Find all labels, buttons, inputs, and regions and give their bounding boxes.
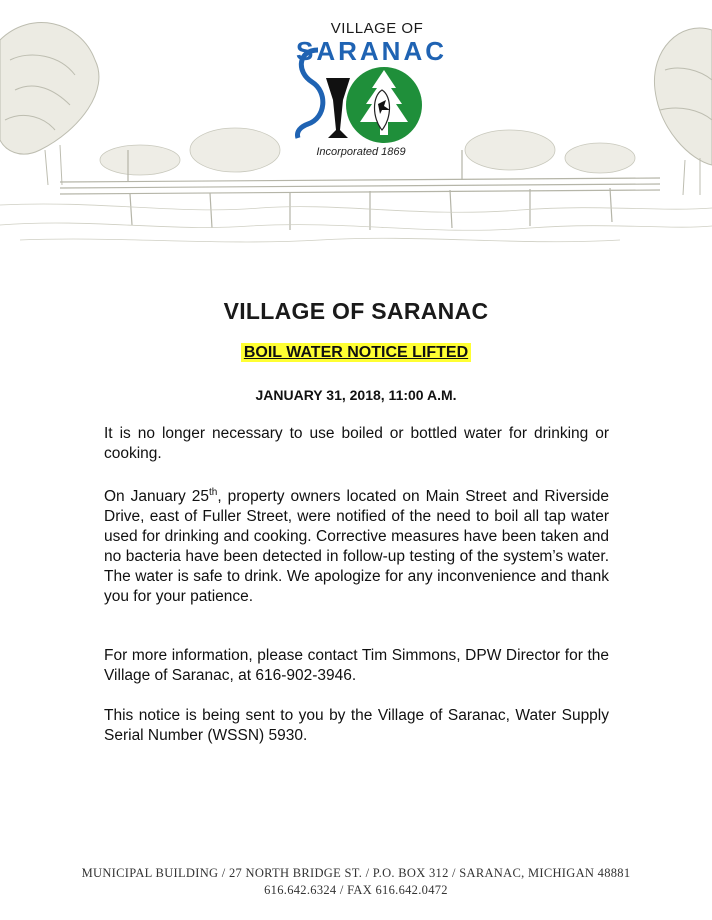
paragraph-corrective-measures: [104, 483, 609, 607]
notice-subtitle-wrapper: [0, 344, 712, 362]
left-tree-sketch: [0, 23, 99, 185]
logo-saranac-text: SARANAC: [296, 36, 447, 66]
date-ordinal-suffix: th: [209, 487, 218, 498]
notice-subtitle: BOIL WATER NOTICE LIFTED: [241, 343, 471, 362]
paragraph-2-rest: , property owners located on Main Street and Riverside Drive, east of Fuller Street, were notified of the need to boil all tap water used for drinking and cooking. Corrective measures have been taken and no bacteria have been detected in follow-up testing of the system’s water. The water is safe to drink. We apologize for any inconvenience and thank you for your patience.: [104, 488, 609, 606]
footer-address: MUNICIPAL BUILDING / 27 NORTH BRIDGE ST. / P.O. BOX 312 / SARANAC, MICHIGAN 48881: [81, 866, 631, 880]
riverbank-sketch: [0, 204, 712, 242]
footer-phone-fax: 616.642.6324 / FAX 616.642.0472: [264, 883, 448, 897]
paragraph-no-longer-necessary: It is no longer necessary to use boiled or bottled water for drinking or cooking.: [104, 425, 609, 462]
logo-village-of-text: VILLAGE OF: [330, 20, 424, 37]
paragraph-wssn: This notice is being sent to you by the Village of Saranac, Water Supply Serial Number (WSSN) 5930.: [104, 707, 609, 744]
paragraph-2-start: On January 25: [104, 488, 210, 506]
logo-incorporated-text: Incorporated 1869: [316, 146, 406, 158]
paragraph-contact-info: For more information, please contact Tim Simmons, DPW Director for the Village of Saranac, at 616-902-3946.: [104, 647, 609, 684]
notice-date: JANUARY 31, 2018, 11:00 A.M.: [255, 387, 457, 403]
page-title: VILLAGE OF SARANAC: [223, 298, 489, 324]
right-tree-sketch: [654, 28, 712, 195]
